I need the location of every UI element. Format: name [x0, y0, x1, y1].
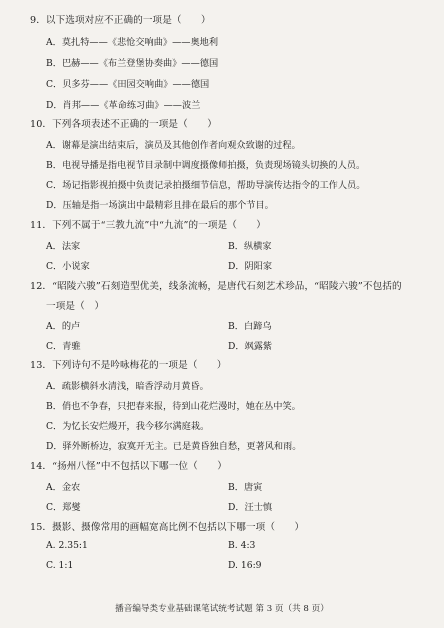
question-9-option-d: D．肖邦——《革命练习曲》——波兰 [46, 100, 201, 111]
question-12-option-a: A．的卢 [46, 321, 81, 332]
question-13-option-a: A．疏影横斜水清浅，暗香浮动月黄昏。 [46, 381, 209, 392]
question-9-option-a: A．莫扎特——《悲怆交响曲》——奥地利 [46, 37, 219, 48]
question-11-stem: 11．下列不属于“三教九流”中“九流”的一项是（ ） [30, 220, 266, 231]
question-11-option-d: D．阴阳家 [228, 261, 273, 272]
question-12-option-d: D．飒露紫 [228, 341, 273, 352]
question-13-option-d: D．驿外断桥边，寂寞开无主。已是黄昏独自愁，更著风和雨。 [46, 441, 302, 452]
question-13-option-b: B．俏也不争春，只把春来报，待到山花烂漫时，她在丛中笑。 [46, 401, 301, 412]
page-footer: 播音编导类专业基础课笔试统考试题 第 3 页（共 8 页） [115, 604, 329, 614]
question-12-option-b: B．白蹄乌 [228, 321, 272, 332]
question-15-option-b: B. 4:3 [228, 540, 256, 551]
question-14-option-d: D．汪士慎 [228, 502, 273, 513]
question-14-option-b: B．唐寅 [228, 482, 263, 493]
question-14-option-a: A．金农 [46, 482, 81, 493]
question-11-option-a: A．法家 [46, 241, 81, 252]
question-10-option-c: C．场记指影视拍摄中负责记录拍摄细节信息，帮助导演传达指令的工作人员。 [46, 180, 366, 191]
question-12-stem: 12．“昭陵六骏”石刻造型优美，线条流畅，是唐代石刻艺术珍品，“昭陵六骏”不包括的 [30, 281, 402, 292]
question-9-option-c: C．贝多芬——《田园交响曲》——德国 [46, 79, 210, 90]
question-10-option-d: D．压轴是指一场演出中最精彩且排在最后的那个节目。 [46, 200, 274, 211]
question-11-option-c: C．小说家 [46, 261, 90, 272]
question-9-option-b: B．巴赫——《布兰登堡协奏曲》——德国 [46, 58, 219, 69]
question-12-option-c: C．青骓 [46, 341, 81, 352]
question-13-stem: 13．下列诗句不是吟咏梅花的一项是（ ） [30, 360, 227, 371]
question-15-option-c: C. 1:1 [46, 560, 74, 571]
question-13-option-c: C．为忆长安烂熳开，我今移尔满庭栽。 [46, 421, 210, 432]
question-15-option-a: A. 2.35:1 [46, 540, 88, 551]
question-11-option-b: B．纵横家 [228, 241, 272, 252]
question-15-stem: 15．摄影、摄像常用的画幅宽高比例不包括以下哪一项（ ） [30, 522, 305, 533]
question-14-stem: 14．“扬州八怪”中不包括以下哪一位（ ） [30, 461, 227, 472]
question-15-option-d: D. 16:9 [228, 560, 262, 571]
question-10-option-b: B．电视导播是指电视节目录制中调度摄像师拍摄，负责现场镜头切换的人员。 [46, 160, 366, 171]
question-10-option-a: A．谢幕是演出结束后，演员及其他创作者向观众致谢的过程。 [46, 140, 301, 151]
question-10-stem: 10．下列各项表述不正确的一项是（ ） [30, 119, 217, 130]
question-9-stem: 9．以下选项对应不正确的一项是（ ） [30, 15, 211, 26]
question-14-option-c: C．郑燮 [46, 502, 81, 513]
question-12-stem-continued: 一项是（ ） [46, 301, 105, 312]
